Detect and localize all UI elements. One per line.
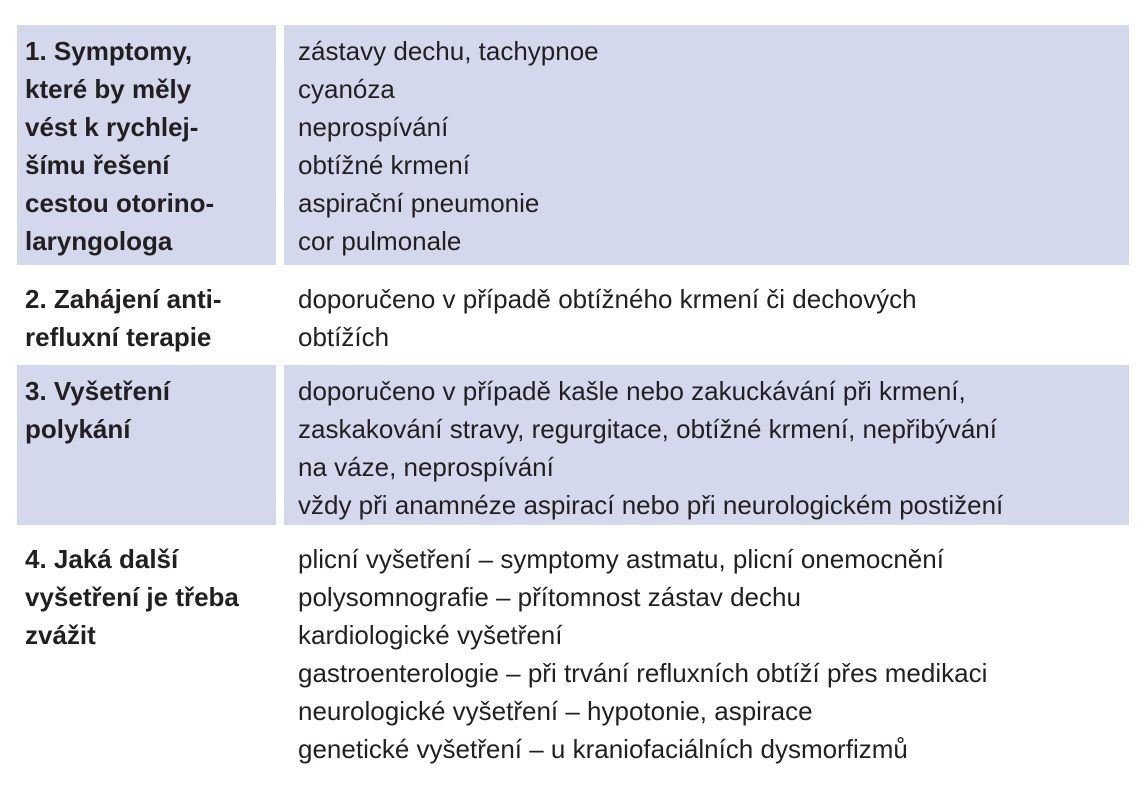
row-content [284, 533, 1129, 773]
table-row [17, 273, 1129, 357]
row-heading-line: vyšetření je třeba [25, 582, 239, 612]
row-content-line: neprospívání [298, 112, 449, 142]
row-heading-line: které by měly [25, 74, 192, 104]
row-content [284, 25, 1129, 265]
row-content-line: na váze, neprospívání [298, 452, 554, 482]
row-content-line: neurologické vyšetření – hypotonie, aspirace [298, 696, 813, 726]
row-content-line: obtížné krmení [298, 150, 470, 180]
table-row [17, 365, 1129, 525]
row-heading-line: cestou otorino- [25, 188, 215, 218]
row-heading [17, 25, 276, 265]
row-heading-line: 1. Symptomy, [25, 36, 193, 66]
row-content-line: aspirační pneumonie [298, 188, 540, 218]
row-heading-line: 2. Zahájení anti- [25, 284, 222, 314]
row-content-line: cor pulmonale [298, 226, 462, 256]
row-heading-line: refluxní terapie [25, 322, 212, 352]
row-content-line: zástavy dechu, tachypnoe [298, 36, 599, 66]
row-content-line: cyanóza [298, 74, 395, 104]
row-content-line: polysomnografie – přítomnost zástav dechu [298, 582, 801, 612]
row-content-line: genetické vyšetření – u kraniofaciálních dysmorfizmů [298, 734, 908, 764]
row-content-line: doporučeno v případě obtížného krmení či dechových [298, 284, 917, 314]
row-content [284, 365, 1129, 525]
row-heading-line: zvážit [25, 620, 96, 650]
row-heading-line: 3. Vyšetření [25, 376, 171, 406]
row-content-line: zaskakování stravy, regurgitace, obtížné krmení, nepřibývání [298, 414, 997, 444]
row-content-line: gastroenterologie – při trvání refluxních obtíží přes medikaci [298, 658, 988, 688]
row-content-line: obtížích [298, 322, 390, 352]
row-content [284, 273, 1129, 357]
row-content-line: doporučeno v případě kašle nebo zakuckávání při krmení, [298, 376, 966, 406]
table-row [17, 25, 1129, 265]
row-content-line: plicní vyšetření – symptomy astmatu, plicní onemocnění [298, 544, 944, 574]
row-heading [17, 273, 276, 357]
row-heading-line: 4. Jaká další [25, 544, 179, 574]
row-heading [17, 533, 276, 773]
row-heading-line: vést k rychlej- [25, 112, 199, 142]
row-content-line: vždy při anamnéze aspirací nebo při neurologickém postižení [298, 490, 1004, 520]
row-heading [17, 365, 276, 525]
table-row [17, 533, 1129, 773]
row-content-line: kardiologické vyšetření [298, 620, 563, 650]
row-heading-line: polykání [25, 414, 131, 444]
recommendations-table [17, 25, 1129, 781]
row-heading-line: šímu řešení [25, 150, 170, 180]
row-heading-line: laryngologa [25, 226, 173, 256]
